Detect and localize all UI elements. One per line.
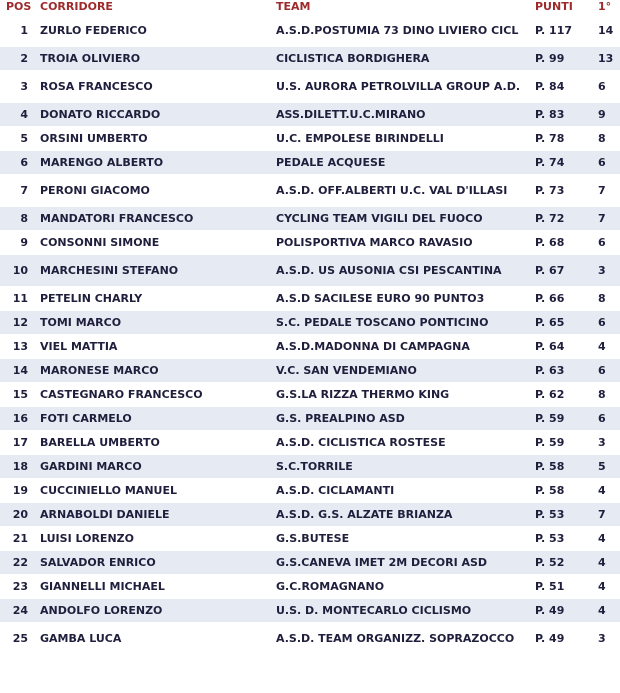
table-row	[0, 103, 620, 127]
first-places-cell: 4	[595, 599, 620, 623]
team-name-cell: A.S.D. OFF.ALBERTI U.C. VAL D'ILLASI	[275, 175, 532, 207]
team-name-cell: PEDALE ACQUESE	[275, 151, 532, 175]
team-name-cell: A.S.D. US AUSONIA CSI PESCANTINA	[275, 255, 532, 287]
position-cell: 4	[0, 103, 38, 127]
points-cell: P. 62	[532, 383, 595, 407]
points-cell: P. 59	[532, 431, 595, 455]
position-cell: 13	[0, 335, 38, 359]
points-cell: P. 59	[532, 407, 595, 431]
team-name-cell: A.S.D. G.S. ALZATE BRIANZA	[275, 503, 532, 527]
table-row	[0, 175, 620, 207]
position-cell: 9	[0, 231, 38, 255]
points-cell: P. 64	[532, 335, 595, 359]
column-header-pos[interactable]: POS	[6, 0, 32, 13]
points-cell: P. 66	[532, 287, 595, 311]
team-name-cell: A.S.D. TEAM ORGANIZZ. SOPRAZOCCO	[275, 623, 532, 655]
rider-name-cell: TROIA OLIVIERO	[38, 47, 275, 71]
position-cell: 24	[0, 599, 38, 623]
first-places-cell: 3	[595, 431, 620, 455]
table-row	[0, 15, 620, 47]
points-cell: P. 83	[532, 103, 595, 127]
team-name-cell: A.S.D. CICLAMANTI	[275, 479, 532, 503]
first-places-cell: 7	[595, 207, 620, 231]
team-name-cell: CYCLING TEAM VIGILI DEL FUOCO	[275, 207, 532, 231]
first-places-cell: 4	[595, 527, 620, 551]
first-places-cell: 3	[595, 623, 620, 655]
rider-name-cell: CASTEGNARO FRANCESCO	[38, 383, 275, 407]
first-places-cell: 6	[595, 71, 620, 103]
position-cell: 1	[0, 15, 38, 47]
table-row	[0, 479, 620, 503]
rider-name-cell: PETELIN CHARLY	[38, 287, 275, 311]
team-name-cell: V.C. SAN VENDEMIANO	[275, 359, 532, 383]
points-cell: P. 73	[532, 175, 595, 207]
points-cell: P. 58	[532, 479, 595, 503]
team-name-cell: G.S.BUTESE	[275, 527, 532, 551]
position-cell: 14	[0, 359, 38, 383]
points-cell: P. 68	[532, 231, 595, 255]
first-places-cell: 7	[595, 175, 620, 207]
rider-name-cell: DONATO RICCARDO	[38, 103, 275, 127]
team-name-cell: S.C. PEDALE TOSCANO PONTICINO	[275, 311, 532, 335]
rider-name-cell: VIEL MATTIA	[38, 335, 275, 359]
position-cell: 5	[0, 127, 38, 151]
table-row	[0, 151, 620, 175]
points-cell: P. 99	[532, 47, 595, 71]
position-cell: 23	[0, 575, 38, 599]
position-cell: 19	[0, 479, 38, 503]
team-name-cell: A.S.D.MADONNA DI CAMPAGNA	[275, 335, 532, 359]
position-cell: 3	[0, 71, 38, 103]
first-places-cell: 4	[595, 551, 620, 575]
team-name-cell: G.S. PREALPINO ASD	[275, 407, 532, 431]
table-header-row	[0, 0, 620, 15]
points-cell: P. 49	[532, 623, 595, 655]
position-cell: 22	[0, 551, 38, 575]
points-cell: P. 117	[532, 15, 595, 47]
position-cell: 2	[0, 47, 38, 71]
rider-name-cell: ARNABOLDI DANIELE	[38, 503, 275, 527]
rider-name-cell: LUISI LORENZO	[38, 527, 275, 551]
table-row	[0, 287, 620, 311]
rider-name-cell: ROSA FRANCESCO	[38, 71, 275, 103]
column-header-team[interactable]: TEAM	[276, 0, 311, 13]
points-cell: P. 52	[532, 551, 595, 575]
rider-name-cell: MARONESE MARCO	[38, 359, 275, 383]
first-places-cell: 5	[595, 455, 620, 479]
table-row	[0, 255, 620, 287]
rider-name-cell: TOMI MARCO	[38, 311, 275, 335]
points-cell: P. 67	[532, 255, 595, 287]
rider-name-cell: CONSONNI SIMONE	[38, 231, 275, 255]
rider-name-cell: MARENGO ALBERTO	[38, 151, 275, 175]
position-cell: 15	[0, 383, 38, 407]
rider-name-cell: ZURLO FEDERICO	[38, 15, 275, 47]
first-places-cell: 13	[595, 47, 620, 71]
points-cell: P. 53	[532, 527, 595, 551]
table-row	[0, 383, 620, 407]
table-row	[0, 407, 620, 431]
table-row	[0, 623, 620, 655]
table-row	[0, 503, 620, 527]
points-cell: P. 84	[532, 71, 595, 103]
first-places-cell: 7	[595, 503, 620, 527]
position-cell: 6	[0, 151, 38, 175]
rider-name-cell: PERONI GIACOMO	[38, 175, 275, 207]
table-row	[0, 527, 620, 551]
first-places-cell: 8	[595, 383, 620, 407]
rider-name-cell: MARCHESINI STEFANO	[38, 255, 275, 287]
position-cell: 25	[0, 623, 38, 655]
team-name-cell: CICLISTICA BORDIGHERA	[275, 47, 532, 71]
points-cell: P. 49	[532, 599, 595, 623]
team-name-cell: G.C.ROMAGNANO	[275, 575, 532, 599]
team-name-cell: A.S.D. CICLISTICA ROSTESE	[275, 431, 532, 455]
team-name-cell: U.S. AURORA PETROLVILLA GROUP A.D.	[275, 71, 532, 103]
first-places-cell: 3	[595, 255, 620, 287]
first-places-cell: 4	[595, 335, 620, 359]
points-cell: P. 51	[532, 575, 595, 599]
team-name-cell: A.S.D SACILESE EURO 90 PUNTO3	[275, 287, 532, 311]
first-places-cell: 6	[595, 231, 620, 255]
team-name-cell: ASS.DILETT.U.C.MIRANO	[275, 103, 532, 127]
points-cell: P. 65	[532, 311, 595, 335]
first-places-cell: 8	[595, 287, 620, 311]
rider-name-cell: BARELLA UMBERTO	[38, 431, 275, 455]
table-row	[0, 455, 620, 479]
rider-name-cell: GIANNELLI MICHAEL	[38, 575, 275, 599]
column-header-first-places[interactable]: 1°	[598, 0, 612, 13]
rider-name-cell: GARDINI MARCO	[38, 455, 275, 479]
points-cell: P. 74	[532, 151, 595, 175]
table-row	[0, 127, 620, 151]
column-header-points[interactable]: PUNTI	[535, 0, 573, 13]
rider-name-cell: ORSINI UMBERTO	[38, 127, 275, 151]
table-row	[0, 359, 620, 383]
table-row	[0, 335, 620, 359]
position-cell: 8	[0, 207, 38, 231]
first-places-cell: 4	[595, 575, 620, 599]
rider-name-cell: MANDATORI FRANCESCO	[38, 207, 275, 231]
team-name-cell: G.S.CANEVA IMET 2M DECORI ASD	[275, 551, 532, 575]
position-cell: 12	[0, 311, 38, 335]
table-row	[0, 71, 620, 103]
first-places-cell: 8	[595, 127, 620, 151]
table-row	[0, 431, 620, 455]
points-cell: P. 78	[532, 127, 595, 151]
position-cell: 17	[0, 431, 38, 455]
first-places-cell: 6	[595, 311, 620, 335]
position-cell: 16	[0, 407, 38, 431]
team-name-cell: S.C.TORRILE	[275, 455, 532, 479]
position-cell: 21	[0, 527, 38, 551]
points-cell: P. 63	[532, 359, 595, 383]
team-name-cell: A.S.D.POSTUMIA 73 DINO LIVIERO CICL	[275, 15, 532, 47]
points-cell: P. 58	[532, 455, 595, 479]
table-row	[0, 575, 620, 599]
table-row	[0, 47, 620, 71]
rider-name-cell: CUCCINIELLO MANUEL	[38, 479, 275, 503]
first-places-cell: 9	[595, 103, 620, 127]
first-places-cell: 6	[595, 151, 620, 175]
rider-name-cell: FOTI CARMELO	[38, 407, 275, 431]
table-row	[0, 599, 620, 623]
first-places-cell: 6	[595, 407, 620, 431]
team-name-cell: U.C. EMPOLESE BIRINDELLI	[275, 127, 532, 151]
first-places-cell: 14	[595, 15, 620, 47]
points-cell: P. 72	[532, 207, 595, 231]
rider-name-cell: GAMBA LUCA	[38, 623, 275, 655]
position-cell: 18	[0, 455, 38, 479]
team-name-cell: U.S. D. MONTECARLO CICLISMO	[275, 599, 532, 623]
table-row	[0, 551, 620, 575]
rider-name-cell: SALVADOR ENRICO	[38, 551, 275, 575]
position-cell: 10	[0, 255, 38, 287]
position-cell: 11	[0, 287, 38, 311]
column-header-rider[interactable]: CORRIDORE	[40, 0, 113, 13]
first-places-cell: 6	[595, 359, 620, 383]
position-cell: 20	[0, 503, 38, 527]
table-row	[0, 311, 620, 335]
table-row	[0, 231, 620, 255]
team-name-cell: G.S.LA RIZZA THERMO KING	[275, 383, 532, 407]
table-row	[0, 207, 620, 231]
rider-name-cell: ANDOLFO LORENZO	[38, 599, 275, 623]
position-cell: 7	[0, 175, 38, 207]
first-places-cell: 4	[595, 479, 620, 503]
points-cell: P. 53	[532, 503, 595, 527]
team-name-cell: POLISPORTIVA MARCO RAVASIO	[275, 231, 532, 255]
